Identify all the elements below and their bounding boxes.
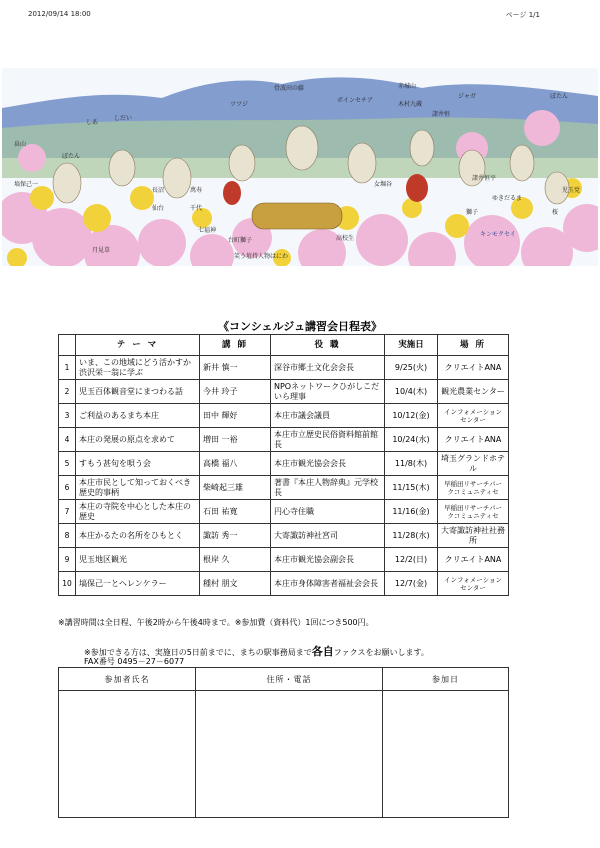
row-place: インフォメーションセンター: [438, 404, 509, 428]
table-row: [59, 428, 509, 452]
row-place: 早稲田リサーチパークコミュニティセ: [438, 476, 509, 500]
banner-label: 高校生: [336, 235, 355, 242]
row-theme: 本庄の寺院を中心とした本庄の歴史: [76, 500, 200, 524]
row-role: 本庄市身体障害者福祉会会長: [271, 572, 385, 596]
illustration-banner: [2, 68, 598, 266]
row-place: 大寄諏訪神社社務所: [438, 524, 509, 548]
banner-label: 諸井恒: [432, 111, 451, 118]
banner-label: しあ: [86, 119, 99, 126]
header-participant-name: 参加者氏名: [59, 668, 196, 691]
row-date: 12/7(金): [385, 572, 438, 596]
banner-label: 赤城山: [398, 83, 417, 90]
banner-label: ぼたん: [550, 93, 569, 100]
banner-label: 児玉党: [562, 187, 581, 194]
row-no: 2: [59, 380, 76, 404]
header-theme: テ ー マ: [76, 335, 200, 356]
banner-label: 女堀谷: [374, 181, 393, 188]
row-theme: ご利益のあるまち本庄: [76, 404, 200, 428]
table-row: [59, 500, 509, 524]
row-role: NPOネットワークひがしこだいら理事: [271, 380, 385, 404]
table-row: [59, 572, 509, 596]
banner-label: ぼたん: [62, 153, 81, 160]
row-lecturer: 増田 一裕: [200, 428, 271, 452]
header-role: 役 職: [271, 335, 385, 356]
row-lecturer: 高橋 福八: [200, 452, 271, 476]
row-role: 円心寺住職: [271, 500, 385, 524]
row-place: インフォメーションセンター: [438, 572, 509, 596]
row-theme: いま、この地域にどう活かすか渋沢栄一翁に学ぶ: [76, 356, 200, 380]
banner-label: ジャガ: [458, 93, 476, 100]
row-date: 10/4(木): [385, 380, 438, 404]
row-date: 11/16(金): [385, 500, 438, 524]
row-date: 12/2(日): [385, 548, 438, 572]
row-role: 本庄市観光協会副会長: [271, 548, 385, 572]
table-row: [59, 476, 509, 500]
participant-name-field[interactable]: [59, 691, 196, 818]
row-theme: 本庄市民として知っておくべき歴史的事柄: [76, 476, 200, 500]
row-lecturer: 田中 輝好: [200, 404, 271, 428]
header-no: [59, 335, 76, 356]
schedule-table: [58, 334, 509, 596]
header-date: 実施日: [385, 335, 438, 356]
row-role: 大寄諏訪神社宮司: [271, 524, 385, 548]
header-attendance-date: 参加日: [383, 668, 509, 691]
banner-label: 萬寿: [190, 187, 203, 194]
row-no: 3: [59, 404, 76, 428]
row-date: 11/28(水): [385, 524, 438, 548]
banner-label: 台町獅子: [228, 237, 253, 244]
row-no: 9: [59, 548, 76, 572]
row-no: 1: [59, 356, 76, 380]
application-note-bold: 各自: [311, 645, 334, 658]
row-theme: 児玉百体観音堂にまつわる話: [76, 380, 200, 404]
row-date: 9/25(火): [385, 356, 438, 380]
row-theme: 本庄かるたの名所をひもとく: [76, 524, 200, 548]
application-note-after: ファクスをお願いします。: [333, 648, 429, 657]
table-row: [59, 356, 509, 380]
page-number: ページ 1/1: [505, 11, 540, 19]
banner-label: 仙台: [152, 205, 165, 212]
banner-label: 獅子: [466, 209, 479, 216]
row-theme: 塙保己一とヘレンケラー: [76, 572, 200, 596]
row-theme: すもう甚句を唄う会: [76, 452, 200, 476]
row-lecturer: 新井 慎一: [200, 356, 271, 380]
banner-label: ツツジ: [230, 101, 249, 108]
row-theme: 児玉地区観光: [76, 548, 200, 572]
fax-number: FAX番号 0495－27－6077: [84, 657, 185, 666]
row-theme: 本庄の発展の原点を求めて: [76, 428, 200, 452]
banner-label: 木村九蔵: [398, 101, 423, 108]
row-role: 本庄市立歴史民俗資料館前館長: [271, 428, 385, 452]
row-place: クリエイトANA: [438, 548, 509, 572]
banner-label: ゆきだるま: [492, 195, 523, 202]
header-place: 場 所: [438, 335, 509, 356]
row-date: 11/15(木): [385, 476, 438, 500]
schedule-hours-note: ※講習時間は全日程、午後2時から午後4時まで。※参加費（資料代）1回につき500円。: [58, 618, 374, 627]
header-lecturer: 講 師: [200, 335, 271, 356]
banner-art: [2, 68, 598, 266]
banner-label: ボインセチア: [337, 97, 374, 104]
table-row: [59, 380, 509, 404]
row-lecturer: 諏訪 秀一: [200, 524, 271, 548]
application-form-table: [58, 667, 509, 818]
banner-label: 長沼: [152, 187, 165, 194]
row-no: 10: [59, 572, 76, 596]
print-datetime: 2012/09/14 18:00: [28, 10, 91, 18]
banner-label: 畠山: [14, 141, 27, 148]
banner-label: 諸井恒平: [472, 175, 497, 182]
row-lecturer: 柴崎起三雄: [200, 476, 271, 500]
row-place: 埼玉グランドホテル: [438, 452, 509, 476]
banner-label: キンモクセイ: [480, 231, 516, 238]
row-lecturer: 種村 朋文: [200, 572, 271, 596]
row-place: 観光農業センター: [438, 380, 509, 404]
table-row: [59, 404, 509, 428]
header-address-phone: 住所・電話: [196, 668, 383, 691]
row-no: 6: [59, 476, 76, 500]
row-lecturer: 今井 玲子: [200, 380, 271, 404]
row-no: 7: [59, 500, 76, 524]
banner-label: 笑う埴持人物はにわ: [234, 253, 289, 260]
row-role: 本庄市観光協会会長: [271, 452, 385, 476]
row-role: 著書『本庄人物辞典』元学校長: [271, 476, 385, 500]
application-input-row: [59, 691, 509, 818]
schedule-title: 《コンシェルジュ講習会日程表》: [217, 320, 382, 333]
application-note-before: ※参加できる方は、実施日の5日前までに、まちの駅事務局まで: [84, 648, 312, 657]
row-no: 8: [59, 524, 76, 548]
row-date: 11/8(木): [385, 452, 438, 476]
table-row: [59, 524, 509, 548]
row-place: 早稲田リサーチパークコミュニティセ: [438, 500, 509, 524]
row-no: 4: [59, 428, 76, 452]
row-no: 5: [59, 452, 76, 476]
banner-label: 骨波田の藤: [274, 85, 305, 92]
table-row: [59, 548, 509, 572]
banner-label: 月見草: [92, 247, 111, 254]
schedule-header-row: [59, 335, 509, 356]
row-lecturer: 根岸 久: [200, 548, 271, 572]
row-place: クリエイトANA: [438, 356, 509, 380]
application-header-row: [59, 668, 509, 691]
row-date: 10/24(水): [385, 428, 438, 452]
banner-label: 桜: [552, 209, 559, 216]
row-lecturer: 石田 祐寛: [200, 500, 271, 524]
banner-label: 七福神: [198, 227, 217, 234]
attendance-date-field[interactable]: [383, 691, 509, 818]
table-row: [59, 452, 509, 476]
address-phone-field[interactable]: [196, 691, 383, 818]
row-role: 本庄市議会議員: [271, 404, 385, 428]
row-role: 深谷市郷土文化会会長: [271, 356, 385, 380]
banner-label: 塙保己一: [14, 181, 39, 188]
banner-label: しだい: [114, 115, 133, 122]
row-date: 10/12(金): [385, 404, 438, 428]
row-place: クリエイトANA: [438, 428, 509, 452]
banner-label: 千代: [190, 205, 203, 212]
